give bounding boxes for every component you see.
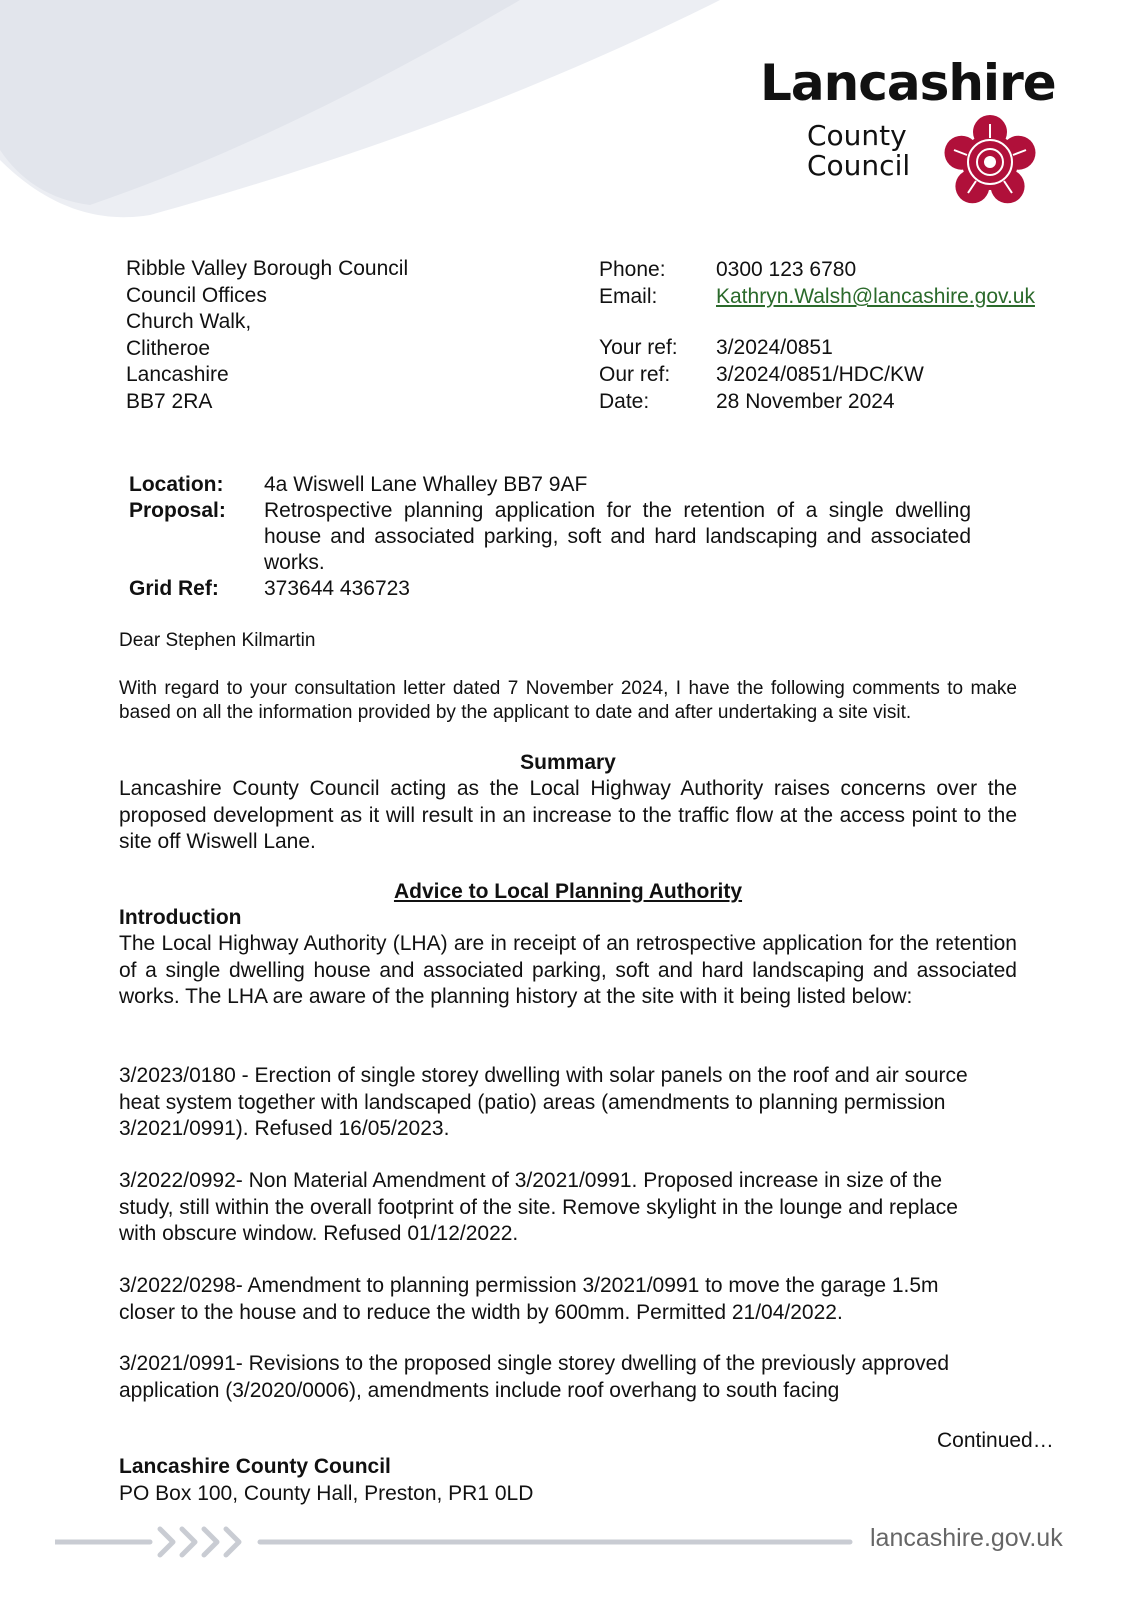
- planning-history-item: 3/2023/0180 - Erection of single storey dwelling with solar panels on the roof and air source heat system together with landscaped (patio) areas (amendments to planning permission 3/2021/0991). Refused 16/05/2023.: [119, 1064, 968, 1140]
- our-ref-row: [599, 361, 1035, 388]
- our-ref-value: 3/2024/0851/HDC/KW: [716, 363, 924, 386]
- grid-ref-row: [129, 576, 971, 602]
- logo-title: Lancashire: [760, 54, 1056, 112]
- email-link[interactable]: Kathryn.Walsh@lancashire.gov.uk: [716, 285, 1035, 308]
- your-ref-label: Your ref:: [599, 336, 678, 359]
- location-label: Location:: [129, 473, 224, 496]
- opening-paragraph: With regard to your consultation letter dated 7 November 2024, I have the following comments to make based on all the information provided by the applicant to date and after undertaking a site visit.: [119, 678, 1017, 723]
- advice-heading: Advice to Local Planning Authority: [393, 880, 743, 903]
- address-line: Ribble Valley Borough Council: [126, 257, 409, 280]
- our-ref-label: Our ref:: [599, 363, 671, 386]
- date-value: 28 November 2024: [716, 390, 895, 413]
- grid-ref-value: 373644 436723: [264, 577, 410, 600]
- location-row: [129, 472, 971, 498]
- phone-label: Phone:: [599, 258, 666, 281]
- proposal-row: [129, 498, 971, 576]
- logo-line-council: Council: [807, 149, 911, 182]
- footer-arrow-line: [55, 1522, 855, 1562]
- address-line: Council Offices: [126, 283, 267, 307]
- header-background-shape: [0, 0, 760, 230]
- location-value: 4a Wiswell Lane Whalley BB7 9AF: [264, 473, 588, 496]
- introduction-paragraph: The Local Highway Authority (LHA) are in receipt of an retrospective application for the retention of a single dwelling house and associated parking, soft and hard landscaping and associated works. The LHA are aware of the planning history at the site with it being listed below:: [119, 932, 1017, 1008]
- date-label: Date:: [599, 390, 650, 413]
- council-logo: [760, 54, 1080, 208]
- planning-history-item: 3/2022/0992- Non Material Amendment of 3/2021/0991. Proposed increase in size of the study, still within the overall footprint of the site. Remove skylight in the lounge and replace with obscure window. Refused 01/12/2022.: [119, 1169, 958, 1245]
- your-ref-value: 3/2024/0851: [716, 336, 833, 359]
- address-line: Church Walk,: [126, 310, 252, 333]
- your-ref-row: [599, 334, 1035, 361]
- footer-website[interactable]: lancashire.gov.uk: [870, 1524, 1063, 1552]
- address-line: Clitheroe: [126, 336, 211, 360]
- planning-history-item: 3/2021/0991- Revisions to the proposed single storey dwelling of the previously approved application (3/2020/0006), amendments include roof overhang to south facing: [119, 1352, 950, 1402]
- phone-value: 0300 123 6780: [716, 258, 857, 281]
- greeting: Dear Stephen Kilmartin: [119, 630, 316, 651]
- email-row: [599, 283, 1035, 310]
- planning-history-item: 3/2022/0298- Amendment to planning permission 3/2021/0991 to move the garage 1.5m closer to the house and to reduce the width by 600mm. Permitted 21/04/2022.: [119, 1274, 939, 1324]
- proposal-label: Proposal:: [129, 499, 226, 522]
- logo-line-county: County: [807, 119, 907, 152]
- introduction-heading: Introduction: [119, 906, 242, 929]
- address-line: BB7 2RA: [126, 389, 213, 413]
- proposal-value: Retrospective planning application for the retention of a single dwelling house and associated parking, soft and hard landscaping and associated works.: [264, 499, 971, 574]
- footer-address: PO Box 100, County Hall, Preston, PR1 0LD: [119, 1482, 534, 1505]
- email-label: Email:: [599, 285, 658, 308]
- recipient-address: [126, 256, 408, 415]
- contact-details: [599, 256, 1035, 415]
- red-rose-icon: [938, 110, 1042, 214]
- summary-paragraph: Lancashire County Council acting as the Local Highway Authority raises concerns over the proposed development as it will result in an increase to the traffic flow at the access point to the site off Wiswell Lane.: [119, 777, 1017, 853]
- address-line: Lancashire: [126, 363, 229, 386]
- application-details: [129, 472, 971, 602]
- date-row: [599, 388, 1035, 415]
- phone-row: [599, 256, 1035, 283]
- continued-note: Continued…: [937, 1429, 1054, 1452]
- summary-heading: Summary: [520, 751, 616, 774]
- grid-ref-label: Grid Ref:: [129, 577, 219, 600]
- footer-organisation: Lancashire County Council: [119, 1455, 391, 1478]
